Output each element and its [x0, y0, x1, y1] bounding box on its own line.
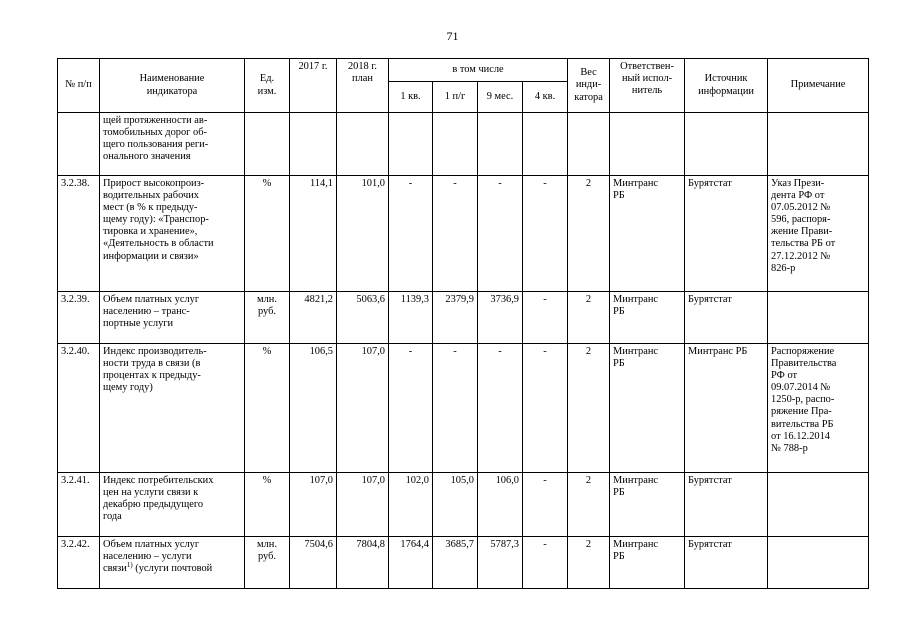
- cell-2018: 107,0: [337, 344, 389, 473]
- cell-name: Объем платных услуг населению – услуги связи$^{1)}$ (услуги почтовой: [100, 537, 245, 589]
- header-name: Наименование индикатора: [100, 59, 245, 113]
- cell-2018: 101,0: [337, 176, 389, 292]
- cell-9m: 3736,9: [478, 292, 523, 344]
- cell-name: Индекс потребительских цен на услуги связи к декабрю предыдущего года: [100, 473, 245, 537]
- cell-9m: 5787,3: [478, 537, 523, 589]
- cell-weight: 2: [568, 537, 610, 589]
- cell-unit: %: [245, 176, 290, 292]
- cell-q4: -: [523, 473, 568, 537]
- header-unit: Ед. изм.: [245, 59, 290, 113]
- cell-source: Минтранс РБ: [685, 344, 768, 473]
- cell-weight: 2: [568, 292, 610, 344]
- cell-note: [768, 292, 869, 344]
- cell-h1: 2379,9: [433, 292, 478, 344]
- cell-q4: -: [523, 292, 568, 344]
- header-q4: 4 кв.: [523, 82, 568, 113]
- cell-weight: 2: [568, 473, 610, 537]
- cell-num: 3.2.42.: [58, 537, 100, 589]
- cell-name: Прирост высокопроиз- водительных рабочих мест (в % к предыду- щему году): «Транспор- тировка и хранение», «Деятельность в области информации и связи»: [100, 176, 245, 292]
- header-including: в том числе: [389, 59, 568, 82]
- cell-h1: 105,0: [433, 473, 478, 537]
- header-note: Примечание: [768, 59, 869, 113]
- cell-num: 3.2.39.: [58, 292, 100, 344]
- header-2018-plan: 2018 г. план: [337, 59, 389, 113]
- cell-q1: -: [389, 344, 433, 473]
- cell-2018: 5063,6: [337, 292, 389, 344]
- table-row: [58, 113, 869, 176]
- cell-h1: -: [433, 344, 478, 473]
- header-weight: Вес инди- катора: [568, 59, 610, 113]
- cell-name: Индекс производитель- ности труда в связи (в процентах к предыду- щему году): [100, 344, 245, 473]
- cell-2018: 107,0: [337, 473, 389, 537]
- cell-note: Указ Прези- дента РФ от 07.05.2012 № 596, распоря- жение Прави- тельства РБ от 27.12.2012 № 826-р: [768, 176, 869, 292]
- cell-responsible: Минтранс РБ: [610, 473, 685, 537]
- table-row: [58, 473, 869, 537]
- cell-source: Бурятстат: [685, 473, 768, 537]
- cell-unit: млн. руб.: [245, 292, 290, 344]
- header-h1: 1 п/г: [433, 82, 478, 113]
- cell-h1: [433, 113, 478, 176]
- cell-2018: 7804,8: [337, 537, 389, 589]
- header-row-top: [58, 59, 869, 82]
- cell-num: 3.2.38.: [58, 176, 100, 292]
- indicators-table: [57, 58, 869, 589]
- cell-note: [768, 537, 869, 589]
- cell-9m: [478, 113, 523, 176]
- cell-responsible: Минтранс РБ: [610, 344, 685, 473]
- cell-2017: 114,1: [290, 176, 337, 292]
- cell-h1: -: [433, 176, 478, 292]
- cell-responsible: Минтранс РБ: [610, 537, 685, 589]
- cell-2017: 7504,6: [290, 537, 337, 589]
- table-row: [58, 176, 869, 292]
- cell-2017: 4821,2: [290, 292, 337, 344]
- cell-9m: -: [478, 176, 523, 292]
- cell-2017: 106,5: [290, 344, 337, 473]
- cell-2017: [290, 113, 337, 176]
- header-2017: 2017 г.: [290, 59, 337, 113]
- cell-2018: [337, 113, 389, 176]
- header-q1: 1 кв.: [389, 82, 433, 113]
- header-num: № п/п: [58, 59, 100, 113]
- cell-weight: 2: [568, 344, 610, 473]
- table-body: [58, 113, 869, 589]
- cell-source: Бурятстат: [685, 292, 768, 344]
- cell-name: Объем платных услуг населению – транс- портные услуги: [100, 292, 245, 344]
- cell-unit: млн. руб.: [245, 537, 290, 589]
- cell-responsible: [610, 113, 685, 176]
- cell-responsible: Минтранс РБ: [610, 292, 685, 344]
- header-responsible: Ответствен- ный испол- нитель: [610, 59, 685, 113]
- cell-num: 3.2.40.: [58, 344, 100, 473]
- cell-q1: 1764,4: [389, 537, 433, 589]
- cell-q1: [389, 113, 433, 176]
- cell-responsible: Минтранс РБ: [610, 176, 685, 292]
- cell-h1: 3685,7: [433, 537, 478, 589]
- cell-note: Распоряжение Правительства РФ от 09.07.2014 № 1250-р, распо- ряжение Пра- вительства РБ от 16.12.2014 № 788-р: [768, 344, 869, 473]
- cell-source: Бурятстат: [685, 537, 768, 589]
- table-row: [58, 344, 869, 473]
- cell-weight: 2: [568, 176, 610, 292]
- page-number: 71: [446, 29, 459, 43]
- cell-q4: -: [523, 537, 568, 589]
- header-source: Источник информации: [685, 59, 768, 113]
- cell-source: [685, 113, 768, 176]
- cell-note: [768, 473, 869, 537]
- cell-q1: 1139,3: [389, 292, 433, 344]
- cell-q1: -: [389, 176, 433, 292]
- header-9m: 9 мес.: [478, 82, 523, 113]
- cell-weight: [568, 113, 610, 176]
- cell-note: [768, 113, 869, 176]
- cell-unit: %: [245, 344, 290, 473]
- cell-name: щей протяженности ав- томобильных дорог об- щего пользования реги- онального значения: [100, 113, 245, 176]
- cell-source: Бурятстат: [685, 176, 768, 292]
- cell-num: 3.2.41.: [58, 473, 100, 537]
- table-header: [58, 59, 869, 113]
- cell-num: [58, 113, 100, 176]
- cell-q1: 102,0: [389, 473, 433, 537]
- cell-q4: -: [523, 176, 568, 292]
- cell-q4: -: [523, 344, 568, 473]
- cell-9m: -: [478, 344, 523, 473]
- cell-unit: [245, 113, 290, 176]
- cell-9m: 106,0: [478, 473, 523, 537]
- cell-2017: 107,0: [290, 473, 337, 537]
- table-row: [58, 292, 869, 344]
- cell-q4: [523, 113, 568, 176]
- table-row: [58, 537, 869, 589]
- cell-unit: %: [245, 473, 290, 537]
